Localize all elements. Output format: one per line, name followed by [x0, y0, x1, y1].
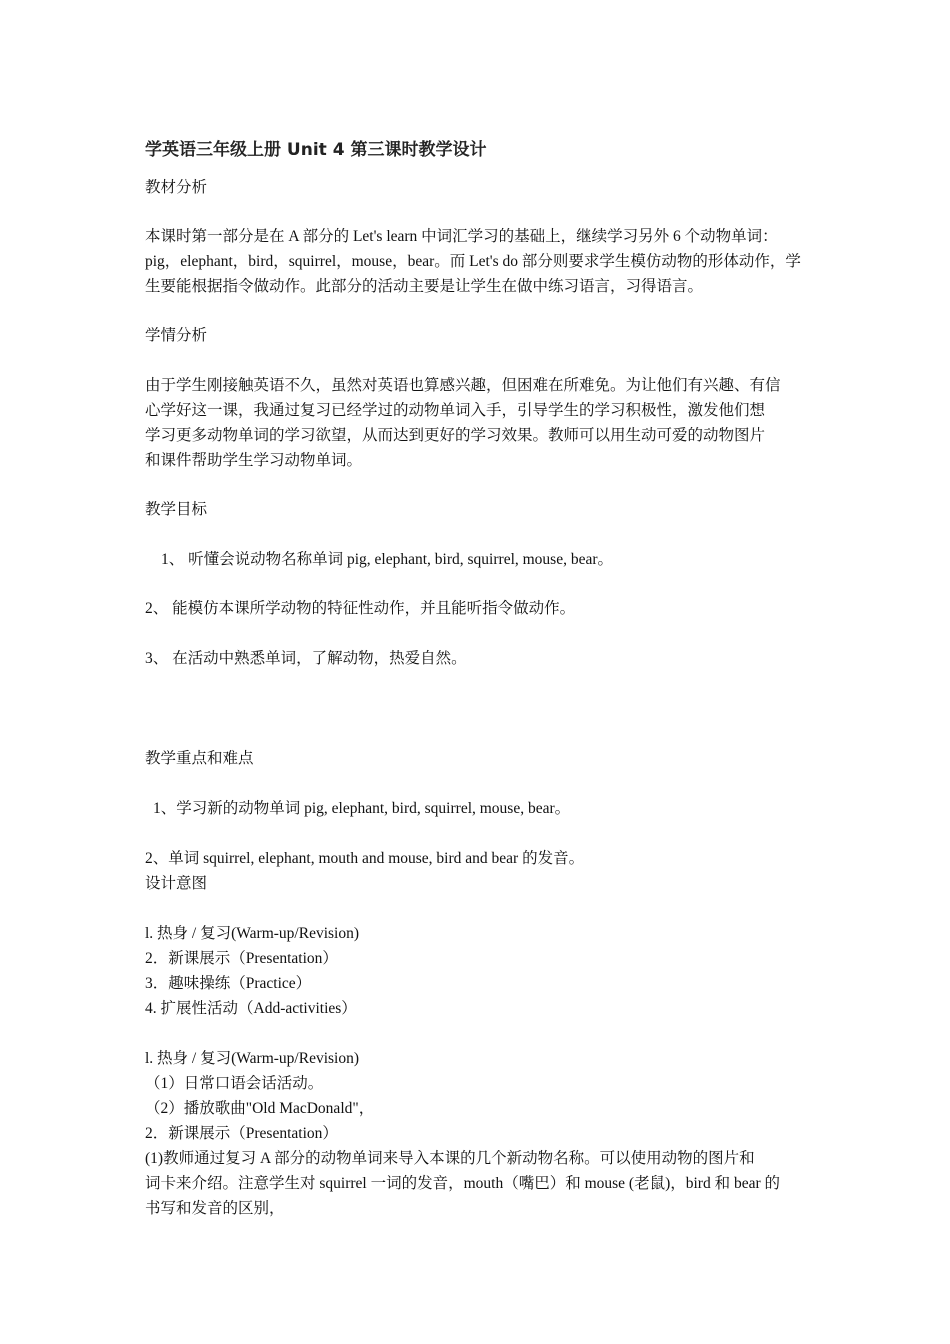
paragraph-line: 心学好这一课，我通过复习已经学过的动物单词入手，引导学生的学习积极性，激发他们想	[145, 402, 766, 419]
procedure-heading: 2．新课展示（Presentation）	[145, 1125, 338, 1142]
section-heading-materials: 教材分析	[145, 179, 208, 196]
objective-item: 2、 能模仿本课所学动物的特征性动作，并且能听指令做动作。	[145, 600, 576, 617]
paragraph-line: (1)教师通过复习 A 部分的动物单词来导入本课的几个新动物名称。可以使用动物的图片和	[145, 1150, 755, 1167]
key-point-item: 2、单词 squirrel, elephant, mouth and mouse, bird and bear 的发音。	[145, 850, 585, 867]
document-title: 学英语三年级上册 Unit 4 第三课时教学设计	[145, 140, 487, 160]
design-step: 4. 扩展性活动（Add-activities）	[145, 1000, 357, 1017]
objective-item: 1、 听懂会说动物名称单词 pig, elephant, bird, squirrel, mouse, bear。	[161, 551, 614, 568]
paragraph-line: 词卡来介绍。注意学生对 squirrel 一词的发音，mouth（嘴巴）和 mouse (老鼠)，bird 和 bear 的	[145, 1175, 781, 1192]
procedure-item: （1）日常口语会话活动。	[145, 1075, 324, 1092]
procedure-item: （2）播放歌曲"Old MacDonald"，	[145, 1100, 375, 1117]
section-heading-students: 学情分析	[145, 327, 208, 344]
design-step: 3．趣味操练（Practice）	[145, 975, 312, 992]
paragraph-line: pig，elephant，bird，squirrel，mouse，bear。而 Let's do 部分则要求学生模仿动物的形体动作，学	[145, 253, 801, 270]
paragraph-line: 生要能根据指令做动作。此部分的活动主要是让学生在做中练习语言，习得语言。	[145, 278, 704, 295]
section-heading-key-points: 教学重点和难点	[145, 750, 254, 767]
paragraph-line: 学习更多动物单词的学习欲望，从而达到更好的学习效果。教师可以用生动可爱的动物图片	[145, 427, 766, 444]
section-heading-objectives: 教学目标	[145, 501, 208, 518]
section-heading-design: 设计意图	[145, 875, 208, 892]
objective-item: 3、 在活动中熟悉单词，了解动物，热爱自然。	[145, 650, 467, 667]
procedure-heading: l. 热身 / 复习(Warm-up/Revision)	[145, 1050, 360, 1067]
design-step: 2．新课展示（Presentation）	[145, 950, 338, 967]
key-point-item: 1、学习新的动物单词 pig, elephant, bird, squirrel, mouse, bear。	[153, 800, 571, 817]
paragraph-line: 和课件帮助学生学习动物单词。	[145, 452, 363, 469]
paragraph-line: 书写和发音的区别，	[145, 1200, 285, 1217]
paragraph-line: 由于学生刚接触英语不久，虽然对英语也算感兴趣，但困难在所难免。为让他们有兴趣、有信	[145, 377, 781, 394]
paragraph-line: 本课时第一部分是在 A 部分的 Let's learn 中词汇学习的基础上，继续学习另外 6 个动物单词：	[145, 228, 778, 245]
design-step: l. 热身 / 复习(Warm-up/Revision)	[145, 925, 360, 942]
